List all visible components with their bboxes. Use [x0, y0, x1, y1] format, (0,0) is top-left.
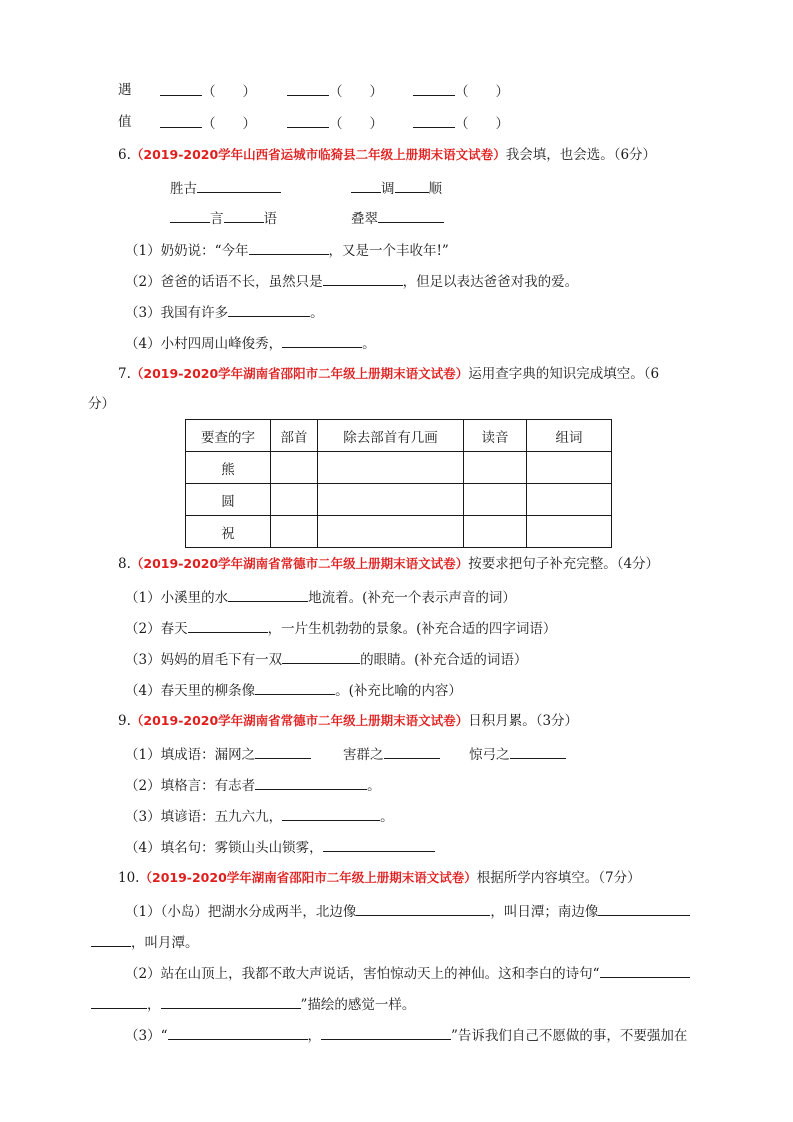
answer-blank[interactable] — [600, 962, 690, 978]
sentence-text: （4）春天里的柳条像 — [125, 683, 256, 699]
sentence-text: （1）填成语：漏网之 — [125, 747, 256, 763]
paren-blank[interactable]: （ ） — [202, 116, 256, 132]
table-row — [186, 452, 612, 484]
question-prompt-continued: 分） — [88, 396, 115, 412]
answer-blank[interactable] — [287, 112, 329, 128]
answer-blank[interactable] — [378, 207, 444, 223]
question-source: 2019-2020学年湖南省常德市二年级上册期末语文试卷 — [143, 713, 456, 728]
answer-blank[interactable] — [282, 805, 380, 821]
q8-sentence-3 — [125, 648, 527, 670]
answer-blank[interactable] — [168, 1024, 308, 1040]
answer-blank[interactable] — [160, 112, 202, 128]
source-close: ） — [455, 713, 469, 728]
row-zhi-blanks-3 — [413, 112, 509, 134]
sentence-text: 。 — [310, 305, 324, 321]
word-text: 胜古 — [170, 181, 197, 197]
question-number: 9. — [118, 713, 131, 729]
answer-blank[interactable] — [323, 836, 435, 852]
question-prompt: 我会填，也会选。（6分） — [505, 147, 657, 163]
word-text: 顺 — [428, 181, 442, 197]
q10-sentence-2-cont — [91, 993, 415, 1015]
question-prompt: 根据所学内容填空。（7分） — [476, 870, 641, 886]
answer-blank[interactable] — [228, 586, 308, 602]
table-header: 部首 — [271, 420, 318, 452]
q9-item-1b — [343, 743, 440, 765]
answer-blank[interactable] — [228, 301, 310, 317]
q6-sentence-2 — [125, 270, 578, 292]
answer-blank[interactable] — [160, 80, 202, 96]
answer-blank[interactable] — [282, 648, 360, 664]
answer-blank[interactable] — [197, 177, 281, 193]
answer-blank[interactable] — [188, 617, 268, 633]
source-close: ） — [464, 870, 477, 885]
q6-word-4 — [351, 207, 444, 229]
question-source: 2019-2020学年山西省运城市临猗县二年级上册期末语文试卷 — [143, 147, 494, 162]
table-cell-input[interactable] — [464, 452, 527, 484]
q6-sentence-1 — [125, 239, 449, 261]
q10-sentence-2 — [125, 962, 690, 984]
question-9-heading — [118, 711, 578, 731]
sentence-text: （3）“ — [125, 1028, 168, 1044]
answer-blank[interactable] — [255, 774, 367, 790]
table-cell-input[interactable] — [318, 484, 464, 516]
question-7-heading-cont — [88, 394, 115, 414]
source-open: （ — [130, 713, 144, 728]
table-header: 组词 — [527, 420, 612, 452]
sentence-text: ， — [147, 997, 161, 1013]
row-zhi — [118, 112, 132, 132]
row-char: 值 — [118, 114, 132, 130]
sentence-text: 。 — [380, 809, 394, 825]
q6-sentence-4 — [125, 332, 376, 354]
answer-blank[interactable] — [510, 743, 566, 759]
sentence-text: ，叫月潭。 — [131, 935, 199, 951]
sentence-text: （4）小村四周山峰俊秀， — [125, 336, 283, 352]
word-text: 叠翠 — [351, 211, 378, 227]
q8-sentence-1 — [125, 586, 516, 608]
answer-blank[interactable] — [356, 900, 490, 916]
q10-sentence-1-cont — [91, 931, 199, 953]
sentence-text: （2）春天 — [125, 621, 188, 637]
question-number: 8. — [118, 556, 131, 572]
row-yu-blanks-2 — [287, 80, 383, 102]
answer-blank[interactable] — [255, 743, 311, 759]
row-zhi-blanks-2 — [287, 112, 383, 134]
row-char: 遇 — [118, 82, 132, 98]
table-cell-char: 熊 — [186, 452, 271, 484]
sentence-text: ，一片生机勃勃的景象。(补充合适的四字词语） — [267, 621, 557, 637]
table-header: 要查的字 — [186, 420, 271, 452]
source-open: （ — [139, 870, 152, 885]
answer-blank[interactable] — [321, 1024, 451, 1040]
question-number: 10. — [118, 870, 140, 886]
sentence-text: （3）我国有许多 — [125, 305, 229, 321]
row-zhi-blanks — [160, 112, 256, 134]
table-header: 读音 — [464, 420, 527, 452]
q6-word-2 — [351, 177, 442, 199]
answer-blank[interactable] — [395, 177, 429, 193]
table-cell-char: 祝 — [186, 516, 271, 548]
sentence-text: （1）小溪里的水 — [125, 590, 229, 606]
q9-item-1c — [469, 743, 566, 765]
q9-item-1a — [125, 743, 311, 765]
answer-blank[interactable] — [224, 207, 264, 223]
q6-sentence-3 — [125, 301, 324, 323]
q9-item-2 — [125, 774, 381, 796]
answer-blank[interactable] — [323, 270, 403, 286]
sentence-text: ，又是一个丰收年!” — [328, 243, 449, 259]
table-cell-char: 圆 — [186, 484, 271, 516]
question-source: 2019-2020学年湖南省邵阳市二年级上册期末语文试卷 — [143, 366, 456, 381]
q8-sentence-2 — [125, 617, 556, 639]
table-cell-input[interactable] — [527, 484, 612, 516]
table-header: 除去部首有几画 — [318, 420, 464, 452]
answer-blank[interactable] — [413, 112, 455, 128]
table-cell-input[interactable] — [271, 484, 318, 516]
answer-blank[interactable] — [170, 207, 210, 223]
q6-word-1 — [170, 177, 281, 199]
sentence-text: （1）（小岛）把湖水分成两半，北边像 — [125, 904, 357, 920]
sentence-text: （1）奶奶说：“今年 — [125, 243, 249, 259]
table-cell-input[interactable] — [318, 516, 464, 548]
paren-blank[interactable]: （ ） — [202, 84, 256, 100]
sentence-text: 地流着。(补充一个表示声音的词） — [308, 590, 516, 606]
table-cell-input[interactable] — [464, 516, 527, 548]
answer-blank[interactable] — [384, 743, 440, 759]
question-8-heading — [118, 554, 659, 574]
question-source: 2019-2020学年湖南省邵阳市二年级上册期末语文试卷 — [152, 870, 465, 885]
question-prompt: 按要求把句子补充完整。（4分） — [468, 556, 660, 572]
sentence-text: 害群之 — [343, 747, 384, 763]
answer-blank[interactable] — [255, 679, 335, 695]
question-source: 2019-2020学年湖南省常德市二年级上册期末语文试卷 — [143, 556, 456, 571]
paren-blank[interactable]: （ ） — [329, 84, 383, 100]
question-6-heading — [118, 145, 656, 165]
q9-item-3 — [125, 805, 394, 827]
row-yu-blanks-3 — [413, 80, 509, 102]
answer-blank[interactable] — [287, 80, 329, 96]
answer-blank[interactable] — [282, 332, 362, 348]
sentence-text: 的眼睛。(补充合适的词语） — [360, 652, 528, 668]
table-cell-input[interactable] — [271, 516, 318, 548]
paren-blank[interactable]: （ ） — [329, 116, 383, 132]
question-prompt: 运用查字典的知识完成填空。（6 — [468, 366, 660, 382]
source-open: （ — [130, 556, 144, 571]
sentence-text: ”描绘的感觉一样。 — [300, 997, 416, 1013]
table-cell-input[interactable] — [527, 452, 612, 484]
answer-blank[interactable] — [249, 239, 329, 255]
sentence-text: ”告诉我们自己不愿做的事，不要强加在 — [451, 1028, 688, 1044]
sentence-text: （2）填格言：有志者 — [125, 778, 256, 794]
q10-sentence-3 — [125, 1024, 687, 1046]
sentence-text: （3）填谚语：五九六九， — [125, 809, 283, 825]
source-open: （ — [130, 366, 144, 381]
q8-sentence-4 — [125, 679, 462, 701]
question-prompt: 日积月累。（3分） — [468, 713, 579, 729]
table-cell-input[interactable] — [318, 452, 464, 484]
sentence-text: ， — [307, 1028, 321, 1044]
table-header-row — [186, 420, 612, 452]
table-cell-input[interactable] — [527, 516, 612, 548]
word-text: 言 — [210, 211, 224, 227]
source-close: ） — [493, 147, 506, 162]
sentence-text: 。 — [362, 336, 376, 352]
sentence-text: ，但足以表达爸爸对我的爱。 — [402, 274, 579, 290]
table-cell-input[interactable] — [271, 452, 318, 484]
table-cell-input[interactable] — [464, 484, 527, 516]
sentence-text: （4）填名句：雾锁山头山锁雾， — [125, 840, 323, 856]
sentence-text: 。(补充比喻的内容） — [335, 683, 462, 699]
sentence-text: ，叫日潭；南边像 — [490, 904, 599, 920]
answer-blank[interactable] — [91, 931, 131, 947]
paren-blank[interactable]: （ ） — [455, 84, 509, 100]
sentence-text: （2）站在山顶上，我都不敢大声说话，害怕惊动天上的神仙。这和李白的诗句“ — [125, 966, 600, 982]
question-number: 6. — [118, 147, 131, 163]
table-row — [186, 516, 612, 548]
question-number: 7. — [118, 366, 131, 382]
sentence-text: （3）妈妈的眉毛下有一双 — [125, 652, 283, 668]
question-7-heading — [118, 364, 659, 384]
answer-blank[interactable] — [161, 993, 301, 1009]
row-yu-blanks — [160, 80, 256, 102]
paren-blank[interactable]: （ ） — [455, 116, 509, 132]
dictionary-table — [185, 419, 612, 548]
q9-item-4 — [125, 836, 435, 858]
q6-word-3 — [170, 207, 277, 229]
sentence-text: 。 — [367, 778, 381, 794]
word-text: 调 — [381, 181, 395, 197]
sentence-text: （2）爸爸的话语不长，虽然只是 — [125, 274, 323, 290]
table-row — [186, 484, 612, 516]
question-10-heading — [118, 868, 641, 888]
answer-blank[interactable] — [413, 80, 455, 96]
answer-blank[interactable] — [91, 993, 147, 1009]
source-close: ） — [455, 366, 469, 381]
source-close: ） — [455, 556, 469, 571]
row-yu — [118, 80, 132, 100]
answer-blank[interactable] — [351, 177, 381, 193]
source-open: （ — [130, 147, 144, 162]
sentence-text: 惊弓之 — [469, 747, 510, 763]
q10-sentence-1 — [125, 900, 690, 922]
answer-blank[interactable] — [598, 900, 690, 916]
word-text: 语 — [263, 211, 277, 227]
